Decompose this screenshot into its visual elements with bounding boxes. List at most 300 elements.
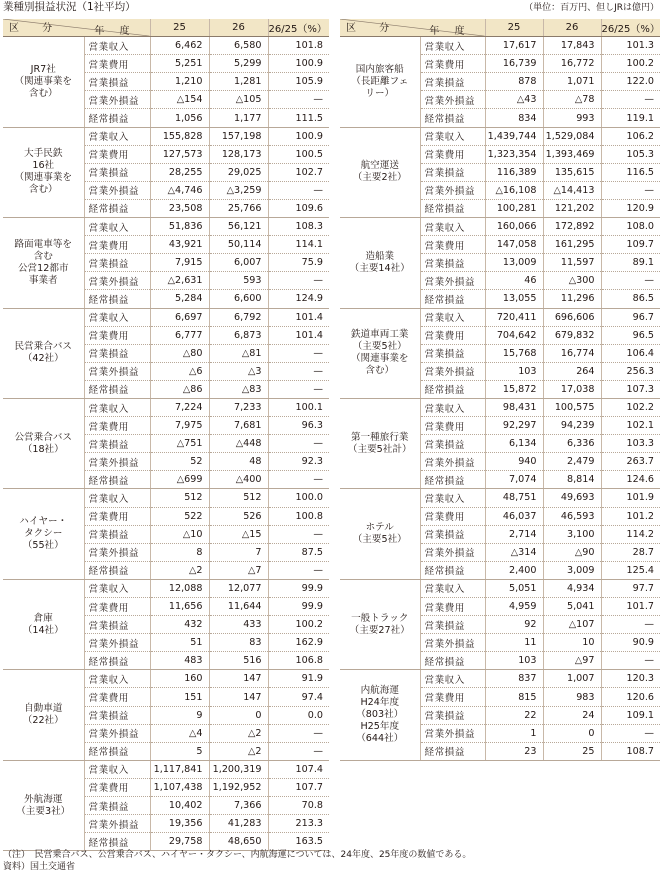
ratio-value: 97.4 (268, 688, 329, 706)
value-25: 704,642 (485, 326, 543, 344)
row-label: 営業費用 (420, 417, 485, 435)
ratio-value: — (268, 724, 329, 742)
ratio-value: 100.8 (268, 507, 329, 525)
value-26: △90 (543, 543, 601, 561)
ratio-value: — (268, 561, 329, 579)
row-label: 営業損益 (420, 254, 485, 272)
value-26: 17,038 (543, 380, 601, 398)
value-26: 0 (209, 706, 268, 724)
value-25: △751 (150, 435, 209, 453)
value-26: 7,366 (209, 797, 268, 815)
diagonal-header-cell (340, 19, 485, 37)
table-row (3, 489, 329, 507)
value-26: 6,873 (209, 326, 268, 344)
row-label: 営業収入 (420, 308, 485, 326)
ratio-value: 114.2 (601, 525, 660, 543)
row-label: 営業外損益 (420, 453, 485, 471)
row-label: 営業収入 (420, 670, 485, 688)
unit-note: （単位：百万円、但しJRは億円） (524, 3, 659, 13)
value-26: 1,393,469 (543, 145, 601, 163)
ratio-value: — (268, 181, 329, 199)
ratio-value: 87.5 (268, 543, 329, 561)
row-label: 営業外損益 (420, 543, 485, 561)
col-header-26: 26 (209, 19, 268, 37)
row-label: 営業損益 (420, 616, 485, 634)
ratio-value: 96.3 (268, 417, 329, 435)
ratio-value: 106.8 (268, 652, 329, 670)
ratio-value: 106.2 (601, 127, 660, 145)
ratio-value: — (601, 616, 660, 634)
category-name: 公営乗合バス （18社） (3, 398, 84, 488)
row-label: 営業費用 (84, 55, 150, 73)
ratio-value: — (268, 344, 329, 362)
value-25: 1,107,438 (150, 778, 209, 796)
ratio-value: 100.2 (601, 55, 660, 73)
value-25: △80 (150, 344, 209, 362)
row-label: 営業収入 (420, 127, 485, 145)
ratio-value: 125.4 (601, 561, 660, 579)
value-26: 24 (543, 706, 601, 724)
ratio-value: 86.5 (601, 290, 660, 308)
row-label: 営業費用 (420, 55, 485, 73)
value-25: 116,389 (485, 163, 543, 181)
page-title: 業種別損益状況（1社平均） (3, 1, 136, 13)
ratio-value: — (601, 724, 660, 742)
value-25: 51,836 (150, 218, 209, 236)
category-name: JR7社 （関連事業を 含む） (3, 37, 84, 127)
ratio-value: 124.9 (268, 290, 329, 308)
value-26: 46,593 (543, 507, 601, 525)
ratio-value: 106.4 (601, 344, 660, 362)
value-25: 19,356 (150, 815, 209, 833)
value-25: △2,631 (150, 272, 209, 290)
ratio-value: 107.7 (268, 778, 329, 796)
value-25: 12,088 (150, 579, 209, 597)
value-26: 6,600 (209, 290, 268, 308)
ratio-value: — (268, 471, 329, 489)
ratio-value: 103.3 (601, 435, 660, 453)
ratio-value: — (601, 91, 660, 109)
row-label: 営業収入 (420, 579, 485, 597)
value-25: 22 (485, 706, 543, 724)
ratio-value: 101.9 (601, 489, 660, 507)
value-25: 1,323,354 (485, 145, 543, 163)
ratio-value: 91.9 (268, 670, 329, 688)
ratio-value: 109.1 (601, 706, 660, 724)
value-26: 25,766 (209, 199, 268, 217)
row-label: 営業損益 (84, 797, 150, 815)
ratio-value: 101.3 (601, 37, 660, 55)
value-25: △154 (150, 91, 209, 109)
ratio-value: 263.7 (601, 453, 660, 471)
ratio-value: 70.8 (268, 797, 329, 815)
value-25: 4,959 (485, 598, 543, 616)
row-label: 営業費用 (84, 778, 150, 796)
value-25: 1 (485, 724, 543, 742)
value-25: 13,055 (485, 290, 543, 308)
ratio-value: 109.6 (268, 199, 329, 217)
row-label: 営業外損益 (420, 272, 485, 290)
row-label: 経常損益 (84, 380, 150, 398)
category-name: 航空運送 （主要2社） (340, 127, 420, 217)
category-header: 区 分 (346, 23, 400, 35)
year-header: 年 度 (429, 26, 471, 37)
value-25: 11,656 (150, 598, 209, 616)
value-26: 593 (209, 272, 268, 290)
row-label: 営業費用 (420, 145, 485, 163)
value-26: △107 (543, 616, 601, 634)
value-26: 516 (209, 652, 268, 670)
value-25: 2,400 (485, 561, 543, 579)
row-label: 経常損益 (84, 109, 150, 127)
value-25: 155,828 (150, 127, 209, 145)
row-label: 営業収入 (84, 398, 150, 416)
value-25: 48,751 (485, 489, 543, 507)
value-25: △86 (150, 380, 209, 398)
row-label: 営業外損益 (84, 181, 150, 199)
table-row (340, 308, 660, 326)
row-label: 経常損益 (84, 471, 150, 489)
category-header: 区 分 (9, 23, 63, 35)
category-name: 倉庫 （14社） (3, 579, 84, 669)
table-row (340, 398, 660, 416)
ratio-value: 105.9 (268, 73, 329, 91)
ratio-value: 120.6 (601, 688, 660, 706)
category-name: 一般トラック （主要27社） (340, 579, 420, 669)
value-25: 2,714 (485, 525, 543, 543)
value-26: 11,597 (543, 254, 601, 272)
row-label: 営業損益 (84, 73, 150, 91)
ratio-value: 119.1 (601, 109, 660, 127)
ratio-value: — (601, 272, 660, 290)
row-label: 営業外損益 (84, 91, 150, 109)
row-label: 営業収入 (420, 218, 485, 236)
table-row (340, 670, 660, 688)
row-label: 営業費用 (420, 688, 485, 706)
value-25: 7,975 (150, 417, 209, 435)
value-25: 6,462 (150, 37, 209, 55)
row-label: 営業収入 (84, 489, 150, 507)
row-label: 営業費用 (84, 507, 150, 525)
value-25: 512 (150, 489, 209, 507)
table-row (340, 579, 660, 597)
value-26: 526 (209, 507, 268, 525)
value-25: △16,108 (485, 181, 543, 199)
value-25: 100,281 (485, 199, 543, 217)
row-label: 営業外損益 (84, 362, 150, 380)
row-label: 営業損益 (84, 163, 150, 181)
value-26: 48 (209, 453, 268, 471)
row-label: 経常損益 (420, 290, 485, 308)
value-26: 1,177 (209, 109, 268, 127)
category-name: 自動車道 （22社） (3, 670, 84, 760)
value-25: 28,255 (150, 163, 209, 181)
value-25: 6,134 (485, 435, 543, 453)
row-label: 経常損益 (420, 742, 485, 760)
row-label: 営業外損益 (420, 91, 485, 109)
row-label: 経常損益 (420, 199, 485, 217)
value-25: 8 (150, 543, 209, 561)
value-25: 5,284 (150, 290, 209, 308)
ratio-value: 120.9 (601, 199, 660, 217)
ratio-value: — (268, 272, 329, 290)
row-label: 営業損益 (420, 73, 485, 91)
row-label: 営業外損益 (84, 543, 150, 561)
row-label: 営業収入 (84, 670, 150, 688)
row-label: 営業外損益 (84, 634, 150, 652)
table-row (340, 489, 660, 507)
ratio-value: 100.2 (268, 616, 329, 634)
value-26: 121,202 (543, 199, 601, 217)
value-25: △6 (150, 362, 209, 380)
ratio-value: — (268, 742, 329, 760)
row-label: 営業損益 (84, 706, 150, 724)
source-text: 資料）国土交通省 (3, 862, 76, 872)
table-row (3, 37, 329, 55)
row-label: 営業損益 (420, 163, 485, 181)
value-26: 1,529,084 (543, 127, 601, 145)
row-label: 営業費用 (420, 598, 485, 616)
ratio-value: 101.8 (268, 37, 329, 55)
table-row (3, 760, 329, 778)
row-label: 営業収入 (84, 579, 150, 597)
ratio-value: 99.9 (268, 579, 329, 597)
value-25: 147,058 (485, 236, 543, 254)
row-label: 営業費用 (84, 326, 150, 344)
value-26: 147 (209, 688, 268, 706)
value-25: 17,617 (485, 37, 543, 55)
footnotes (3, 849, 471, 873)
ratio-value: 101.7 (601, 598, 660, 616)
value-26: △81 (209, 344, 268, 362)
value-25: 98,431 (485, 398, 543, 416)
ratio-value: — (268, 380, 329, 398)
row-label: 営業外損益 (84, 815, 150, 833)
ratio-value: 75.9 (268, 254, 329, 272)
category-name: 第一種旅行業 （主要5社計） (340, 398, 420, 488)
value-26: 5,299 (209, 55, 268, 73)
value-25: 46 (485, 272, 543, 290)
value-25: 103 (485, 362, 543, 380)
value-25: 878 (485, 73, 543, 91)
year-header: 年 度 (94, 26, 136, 37)
value-26: 25 (543, 742, 601, 760)
value-25: 46,037 (485, 507, 543, 525)
value-26: 6,336 (543, 435, 601, 453)
value-25: 1,210 (150, 73, 209, 91)
ratio-value: — (601, 181, 660, 199)
row-label: 経常損益 (84, 652, 150, 670)
ratio-value: 163.5 (268, 833, 329, 851)
value-26: 128,173 (209, 145, 268, 163)
ratio-value: 108.3 (268, 218, 329, 236)
row-label: 営業収入 (84, 218, 150, 236)
value-25: 23,508 (150, 199, 209, 217)
value-25: △2 (150, 561, 209, 579)
value-26: 172,892 (543, 218, 601, 236)
value-26: 1,071 (543, 73, 601, 91)
table-row (3, 398, 329, 416)
value-26: 16,774 (543, 344, 601, 362)
table-row (340, 218, 660, 236)
row-label: 営業費用 (420, 236, 485, 254)
row-label: 営業費用 (84, 417, 150, 435)
ratio-value: 0.0 (268, 706, 329, 724)
value-25: 127,573 (150, 145, 209, 163)
value-26: 147 (209, 670, 268, 688)
value-25: 5,251 (150, 55, 209, 73)
col-header-26: 26 (543, 19, 601, 37)
row-label: 営業収入 (420, 37, 485, 55)
value-25: 432 (150, 616, 209, 634)
row-label: 営業損益 (84, 344, 150, 362)
row-label: 営業損益 (84, 435, 150, 453)
value-25: 160,066 (485, 218, 543, 236)
value-26: 100,575 (543, 398, 601, 416)
value-26: 264 (543, 362, 601, 380)
row-label: 営業損益 (420, 525, 485, 543)
diagonal-header-cell (3, 19, 150, 37)
row-label: 営業収入 (84, 308, 150, 326)
ratio-value: 108.7 (601, 742, 660, 760)
value-26: 696,606 (543, 308, 601, 326)
category-name: 鉄道車両工業 （主要5社） （関連事業を 含む） (340, 308, 420, 398)
value-25: 522 (150, 507, 209, 525)
value-25: 5 (150, 742, 209, 760)
row-label: 経常損益 (84, 833, 150, 851)
category-name: 民営乗合バス （42社） (3, 308, 84, 398)
value-26: △78 (543, 91, 601, 109)
value-26: 6,792 (209, 308, 268, 326)
category-name: 内航海運 H24年度 （803社） H25年度 （644社） (340, 670, 420, 760)
row-label: 営業収入 (420, 398, 485, 416)
ratio-value: 116.5 (601, 163, 660, 181)
value-26: △15 (209, 525, 268, 543)
row-label: 営業外損益 (420, 362, 485, 380)
ratio-value: 107.4 (268, 760, 329, 778)
value-26: △2 (209, 724, 268, 742)
ratio-value: 101.4 (268, 326, 329, 344)
col-header-25: 25 (150, 19, 209, 37)
value-25: 815 (485, 688, 543, 706)
value-26: 1,281 (209, 73, 268, 91)
value-25: 837 (485, 670, 543, 688)
row-label: 営業費用 (84, 598, 150, 616)
ratio-value: 100.1 (268, 398, 329, 416)
value-25: 10,402 (150, 797, 209, 815)
value-26: 5,041 (543, 598, 601, 616)
col-header-ratio: 26/25（%） (268, 19, 329, 37)
ratio-value: 101.2 (601, 507, 660, 525)
value-26: 94,239 (543, 417, 601, 435)
value-25: 16,739 (485, 55, 543, 73)
ratio-value: 101.4 (268, 308, 329, 326)
ratio-value: 102.1 (601, 417, 660, 435)
value-26: 1,007 (543, 670, 601, 688)
value-26: △300 (543, 272, 601, 290)
value-25: 43,921 (150, 236, 209, 254)
value-26: 161,295 (543, 236, 601, 254)
value-26: 41,283 (209, 815, 268, 833)
ratio-value: 162.9 (268, 634, 329, 652)
ratio-value: 99.9 (268, 598, 329, 616)
value-25: 151 (150, 688, 209, 706)
ratio-value: 105.3 (601, 145, 660, 163)
row-label: 経常損益 (420, 109, 485, 127)
left-profit-table (3, 19, 329, 851)
value-25: 483 (150, 652, 209, 670)
value-26: 135,615 (543, 163, 601, 181)
right-profit-table (340, 19, 660, 761)
value-26: 2,479 (543, 453, 601, 471)
ratio-value: 89.1 (601, 254, 660, 272)
ratio-value: — (268, 91, 329, 109)
value-25: 103 (485, 652, 543, 670)
table-row (3, 308, 329, 326)
ratio-value: 120.3 (601, 670, 660, 688)
category-name: 造船業 （主要14社） (340, 218, 420, 308)
value-26: △2 (209, 742, 268, 760)
value-26: 7,233 (209, 398, 268, 416)
table-header-row (340, 19, 660, 37)
ratio-value: 100.5 (268, 145, 329, 163)
value-26: 993 (543, 109, 601, 127)
value-26: 7,681 (209, 417, 268, 435)
value-25: 7,915 (150, 254, 209, 272)
value-25: 13,009 (485, 254, 543, 272)
row-label: 営業収入 (420, 489, 485, 507)
value-25: 92,297 (485, 417, 543, 435)
value-26: 16,772 (543, 55, 601, 73)
ratio-value: 90.9 (601, 634, 660, 652)
ratio-value: — (268, 362, 329, 380)
ratio-value: 100.0 (268, 489, 329, 507)
value-26: 0 (543, 724, 601, 742)
row-label: 営業損益 (420, 344, 485, 362)
value-26: △400 (209, 471, 268, 489)
ratio-value: 108.0 (601, 218, 660, 236)
value-26: 6,007 (209, 254, 268, 272)
value-26: 3,100 (543, 525, 601, 543)
value-26: 433 (209, 616, 268, 634)
ratio-value: 102.2 (601, 398, 660, 416)
value-25: 7,074 (485, 471, 543, 489)
row-label: 営業損益 (84, 616, 150, 634)
value-25: △4 (150, 724, 209, 742)
category-name: 外航海運 （主要3社） (3, 760, 84, 850)
table-row (3, 218, 329, 236)
value-25: 7,224 (150, 398, 209, 416)
value-25: 1,117,841 (150, 760, 209, 778)
value-25: △43 (485, 91, 543, 109)
row-label: 営業収入 (84, 760, 150, 778)
value-25: △10 (150, 525, 209, 543)
row-label: 営業外損益 (84, 724, 150, 742)
ratio-value: 114.1 (268, 236, 329, 254)
value-26: 29,025 (209, 163, 268, 181)
category-name: ハイヤー・ タクシー （55社） (3, 489, 84, 579)
ratio-value: 100.9 (268, 55, 329, 73)
value-26: 6,580 (209, 37, 268, 55)
row-label: 営業費用 (420, 507, 485, 525)
value-26: 17,843 (543, 37, 601, 55)
value-26: 56,121 (209, 218, 268, 236)
row-label: 経常損益 (420, 471, 485, 489)
value-25: 1,439,744 (485, 127, 543, 145)
value-25: 15,768 (485, 344, 543, 362)
row-label: 営業収入 (84, 37, 150, 55)
value-26: △3,259 (209, 181, 268, 199)
